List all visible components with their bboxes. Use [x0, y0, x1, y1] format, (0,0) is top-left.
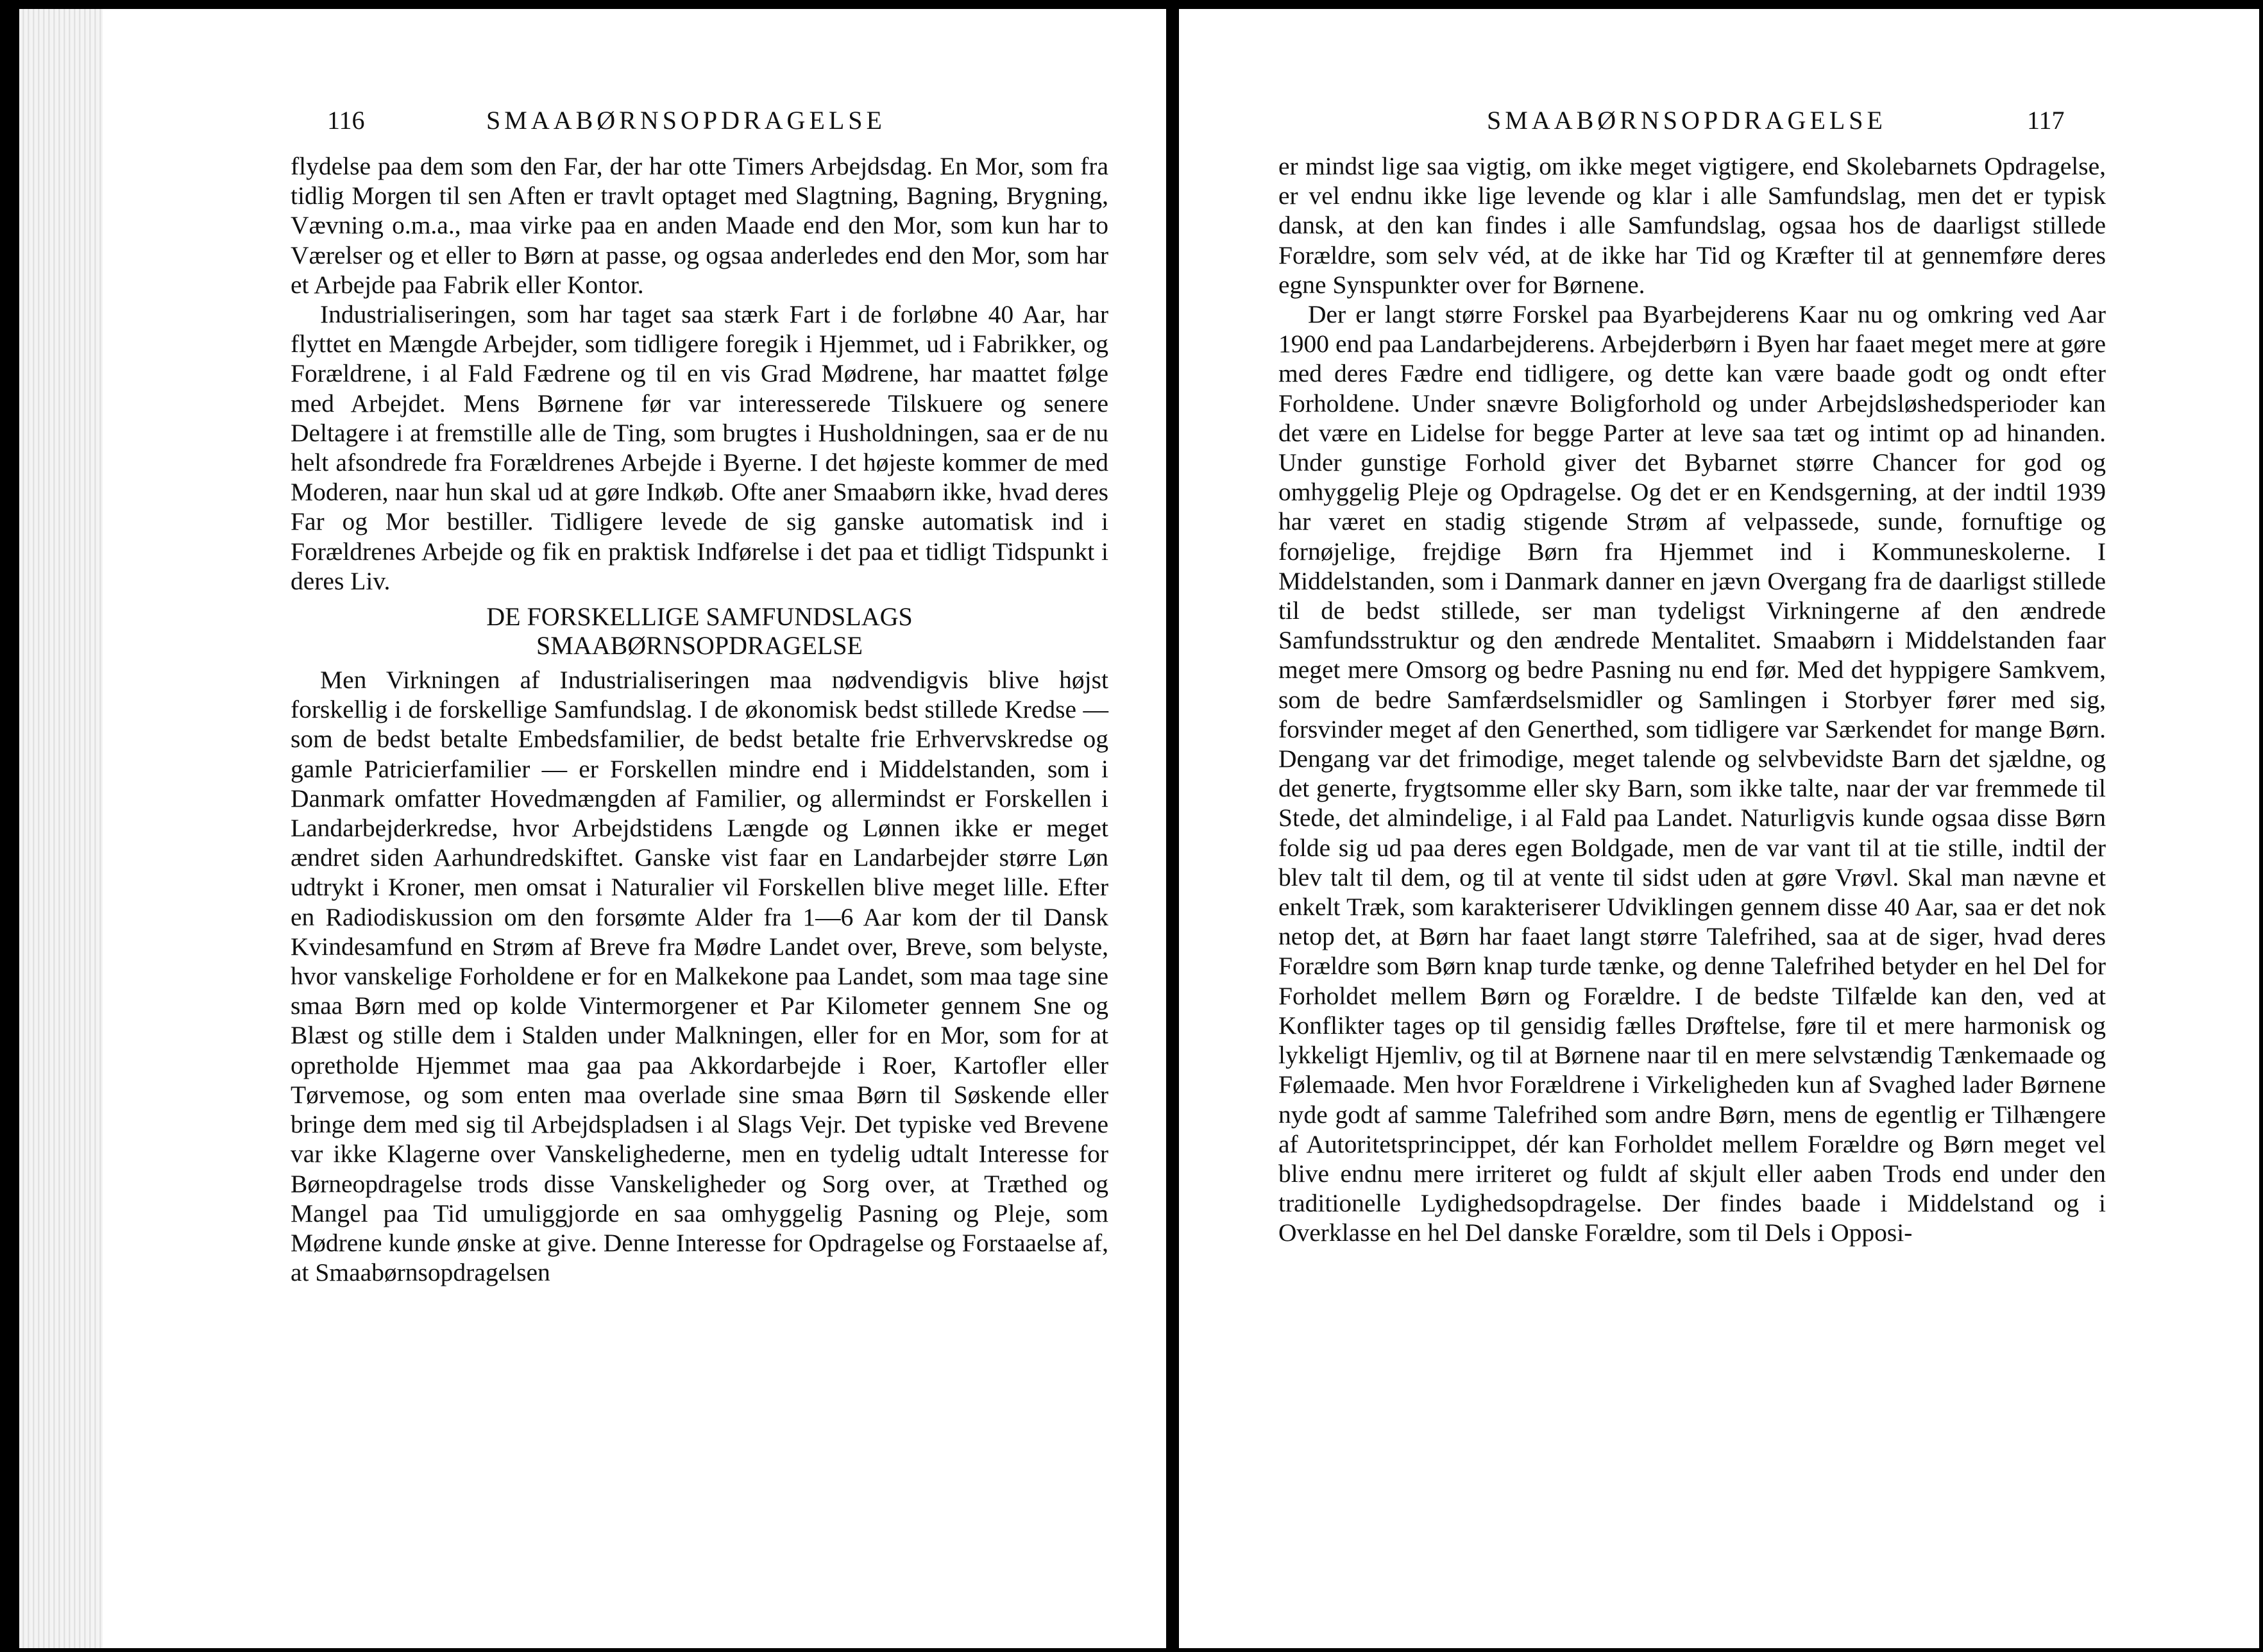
running-head: SMAABØRNSOPDRAGELSE — [1487, 106, 1886, 135]
left-text-block — [291, 151, 1108, 1287]
section-heading — [291, 596, 1108, 665]
right-book-page — [1179, 9, 2259, 1648]
section-heading-line: DE FORSKELLIGE SAMFUNDSLAGS — [486, 602, 913, 632]
running-head: SMAABØRNSOPDRAGELSE — [486, 106, 886, 135]
paragraph: Industrialiseringen, som har taget saa stærk Fart i de forløbne 40 Aar, har flyttet en Mængde Arbejder, som tidligere foregik i Hjemmet, ud i Fabrikker, og Forældrene, i al Fald Fædrene og til en vis Grad Mødrene, har maattet følge med Arbejdet. Mens Børnene før var interesserede Tilskuere og senere Deltagere i at fremstille alle de Ting, som brugtes i Husholdningen, saa er de nu helt afsondrede fra Forældrenes Arbejde i Byerne. I det højeste kommer de med Moderen, naar hun skal ud at gøre Indkøb. Ofte aner Smaabørn ikke, hvad deres Far og Mor bestiller. Tidligere levede de sig ganske automatisk ind i Forældrenes Arbejde og fik en praktisk Indførelse i det paa et tidligt Tidspunkt i deres Liv. — [291, 300, 1108, 595]
paragraph: er mindst lige saa vigtig, om ikke meget vigtigere, end Skolebarnets Opdragelse, er vel endnu ikke lige levende og klar i alle Samfundslag, men det er typisk dansk, at den kan findes i alle Samfundslag, ogsaa hos de daarligst stillede Forældre, som selv véd, at de ikke har Tid og Kræfter til at gennemføre deres egne Synspunkter over for Børnene. — [1278, 152, 2106, 299]
paragraph: Men Virkningen af Industrialiseringen maa nødvendigvis blive højst forskellig i de forskellige Samfundslag. I de økonomisk bedst stillede Kredse — som de bedst betalte Embedsfamilier, de bedst betalte frie Erhvervskredse og gamle Patricierfamilier — er Forskellen mindre end i Middelstanden, som i Danmark omfatter Hovedmængden af Familier, og allermindst er Forskellen i Landarbejderkredse, hvor Arbejdstidens Længde og Lønnen ikke er meget ændret siden Aarhundredskiftet. Ganske vist faar en Landarbejder større Løn udtrykt i Kroner, men omsat i Naturalier vil Forskellen blive meget lille. Efter en Radiodiskussion om den forsømte Alder fra 1—6 Aar kom der til Dansk Kvindesamfund en Strøm af Breve fra Mødre Landet over, Breve, som belyste, hvor vanskelige Forholdene er for en Malkekone paa Landet, som maa tage sine smaa Børn med op kolde Vintermorgener et Par Kilometer gennem Sne og Blæst og stille dem i Stalden under Malkningen, eller for en Mor, som for at opretholde Hjemmet maa gaa paa Akkordarbejde i Roer, Kartofler eller Tørvemose, og som enten maa overlade sine smaa Børn til Søskende eller bringe dem med sig til Arbejdspladsen i al Slags Vejr. Det typiske ved Brevene var ikke Klagerne over Vanskelighederne, men en tydelig udtalt Interesse for Børneopdragelse trods disse Vanskeligheder og Sorg over, at Træthed og Mangel paa Tid umuliggjorde en saa omhyggelig Pasning og Pleje, som Mødrene kunde ønske at give. Denne Interesse for Opdragelse og Forstaaelse af, at Smaabørnsopdragelsen — [291, 666, 1108, 1287]
page-edges — [19, 9, 103, 1648]
paragraph: Der er langt større Forskel paa Byarbejderens Kaar nu og omkring ved Aar 1900 end paa Landarbejderens. Arbejderbørn i Byen har faaet meget mere at gøre med deres Fædre end tidligere, og dette kan være baade godt og ondt efter Forholdene. Under snævre Boligforhold og under Arbejdsløshedsperioder kan det være en Lidelse for begge Parter at leve saa tæt og intimt op ad hinanden. Under gunstige Forhold giver det Bybarnet større Chancer for god og omhyggelig Pleje og Opdragelse. Og det er en Kendsgerning, at der indtil 1939 har været en stadig stigende Strøm af velpassede, sunde, fornuftige og fornøjelige, frejdige Børn fra Hjemmet ind i Kommuneskolerne. I Middelstanden, som i Danmark danner en jævn Overgang fra de daarligst stillede til de bedst stillede, ser man tydeligst Virkningerne af den ændrede Samfundsstruktur og den ændrede Mentalitet. Smaabørn i Middelstanden faar meget mere Omsorg og bedre Pasning nu end før. Med det hyppigere Samkvem, som de bedre Samfærdselsmidler og Samlingen i Storbyer fører med sig, forsvinder meget af den Generthed, som tidligere var Særkendet for mange Børn. Dengang var det frimodige, meget talende og selvbevidste Barn det sjældne, og det generte, frygtsomme eller sky Barn, som ikke talte, naar der var fremmede til Stede, det almindelige, i al Fald paa Landet. Naturligvis kunde ogsaa disse Børn folde sig ud paa deres egen Boldgade, men de var vant til at tie stille, indtil der blev talt til dem, og til at vente til sidst uden at gøre Vrøvl. Skal man nævne et enkelt Træk, som karakteriserer Udviklingen gennem disse 40 Aar, saa er det nok netop det, at Børn har faaet langt større Talefrihed, saa at de siger, hvad deres Forældre som Børn knap turde tænke, og denne Talefrihed betyder en hel Del for Forholdet mellem Børn og Forældre. I de bedste Tilfælde kan den, ved at Konflikter tages op til gensidig fælles Drøftelse, føre til et mere harmonisk og lykkeligt Hjemliv, og til at Børnene naar til en mere selvstændig Tænkemaade og Følemaade. Men hvor Forældrene i Virkeligheden kun af Svaghed lader Børnene nyde godt af samme Talefrihed som andre Børn, mens de egentlig er Tilhængere af Autoritetsprincippet, dér kan Forholdet mellem Forældre og Børn meget vel blive endnu mere irriteret og fuldt af skjult eller aaben Trods end under den traditionelle Lydighedsopdragelse. Der findes baade i Middelstand og i Overklasse en hel Del danske Forældre, som til Dels i Opposi- — [1278, 300, 2106, 1247]
page-number: 116 — [327, 106, 365, 135]
page-number: 117 — [2027, 106, 2065, 135]
left-book-page — [19, 9, 1166, 1648]
section-heading-line: SMAABØRNSOPDRAGELSE — [536, 631, 863, 661]
right-text-block — [1278, 151, 2106, 1248]
paragraph: flydelse paa dem som den Far, der har otte Timers Arbejdsdag. En Mor, som fra tidlig Morgen til sen Aften er travlt optaget med Slagtning, Bagning, Brygning, Vævning o.m.a., maa virke paa en anden Maade end den Mor, som kun har to Værelser og et eller to Børn at passe, og ogsaa anderledes end den Mor, som har et Arbejde paa Fabrik eller Kontor. — [291, 152, 1108, 299]
